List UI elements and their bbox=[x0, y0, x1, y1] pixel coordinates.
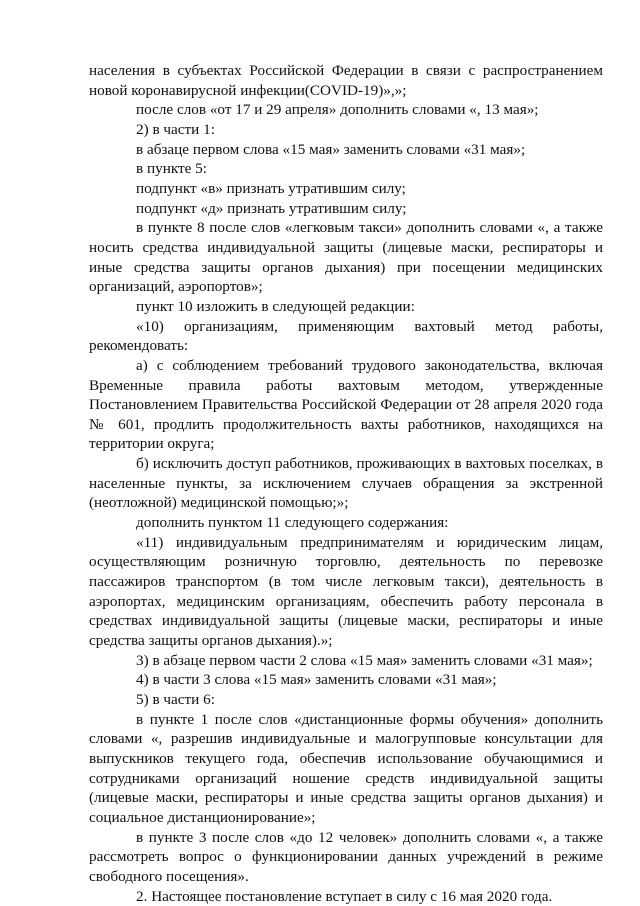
paragraph-part-2: 3) в абзаце первом части 2 слова «15 мая» заменить словами «31 мая»; bbox=[136, 651, 593, 669]
paragraph-part-1-heading: 2) в части 1: bbox=[136, 120, 215, 138]
paragraph-point-10-heading: пункт 10 изложить в следующей редакции: bbox=[136, 297, 415, 315]
paragraph-part-6-point-1: в пункте 1 после слов «дистанционные формы обучения» дополнить словами «, разрешив индивидуальные и малогрупповые консультации для выпускников текущего года, обеспечив использование обучающимися и сотрудниками организаций ношение средств индивидуальной защиты (лицевые маски, респираторы и иные средства защиты органов дыхания) и социальное дистанционирование»; bbox=[89, 710, 603, 826]
paragraph-effective-date: 2. Настоящее постановление вступает в силу с 16 мая 2020 года. bbox=[136, 887, 553, 905]
paragraph-amendment-13-may: после слов «от 17 и 29 апреля» дополнить словами «, 13 мая»; bbox=[136, 101, 539, 119]
paragraph-part-3: 4) в части 3 слова «15 мая» заменить словами «31 мая»; bbox=[136, 671, 497, 689]
paragraph-point-11-heading: дополнить пунктом 11 следующего содержания: bbox=[136, 514, 449, 532]
paragraph-part-6-point-3: в пункте 3 после слов «до 12 человек» дополнить словами «, а также рассмотреть вопрос о функционировании данных учреждений в режиме свободного посещения». bbox=[89, 828, 603, 885]
paragraph-part-6-heading: 5) в части 6: bbox=[136, 691, 215, 708]
paragraph-subpoint-v: подпункт «в» признать утратившим силу; bbox=[136, 179, 406, 197]
document-body bbox=[89, 61, 603, 906]
paragraph-subpoint-d: подпункт «д» признать утратившим силу; bbox=[136, 199, 407, 217]
paragraph-point-10-a: а) с соблюдением требований трудового законодательства, включая Временные правила работы вахтовым методом, утвержденные Постановлением Правительства Российской Федерации от 28 апреля 2020 года № 601, продлить продолжительность вахты работников, находящихся на территории округа; bbox=[89, 356, 603, 453]
paragraph-point-11-text: «11) индивидуальным предпринимателям и юридическим лицам, осуществляющим розничную торговлю, деятельность по перевозке пассажиров транспортом (в том числе легковым такси), деятельность в аэропортах, медицинским организациям, обеспечить работу персонала в средствах индивидуальной защиты (лицевые маски, респираторы и иные средства защиты органов дыхания).»; bbox=[89, 533, 603, 650]
paragraph-point-5-heading: в пункте 5: bbox=[136, 160, 207, 178]
paragraph-continuation: населения в субъектах Российской Федерации в связи с распространением новой коронавирусной инфекции(COVID-19)»,»; bbox=[89, 62, 603, 99]
paragraph-point-10-text: «10) организациям, применяющим вахтовый метод работы, рекомендовать: bbox=[89, 317, 603, 355]
paragraph-part-1-first-abzac: в абзаце первом слова «15 мая» заменить словами «31 мая»; bbox=[136, 140, 526, 158]
paragraph-point-10-b: б) исключить доступ работников, проживающих в вахтовых поселках, в населенные пункты, за исключением случаев обращения за экстренной (неотложной) медицинской помощью;»; bbox=[89, 455, 603, 512]
paragraph-point-8: в пункте 8 после слов «легковым такси» дополнить словами «, а также носить средства индивидуальной защиты (лицевые маски, респираторы и иные средства защиты органов дыхания) при посещении медицинских организаций, аэропортов»; bbox=[89, 219, 603, 296]
